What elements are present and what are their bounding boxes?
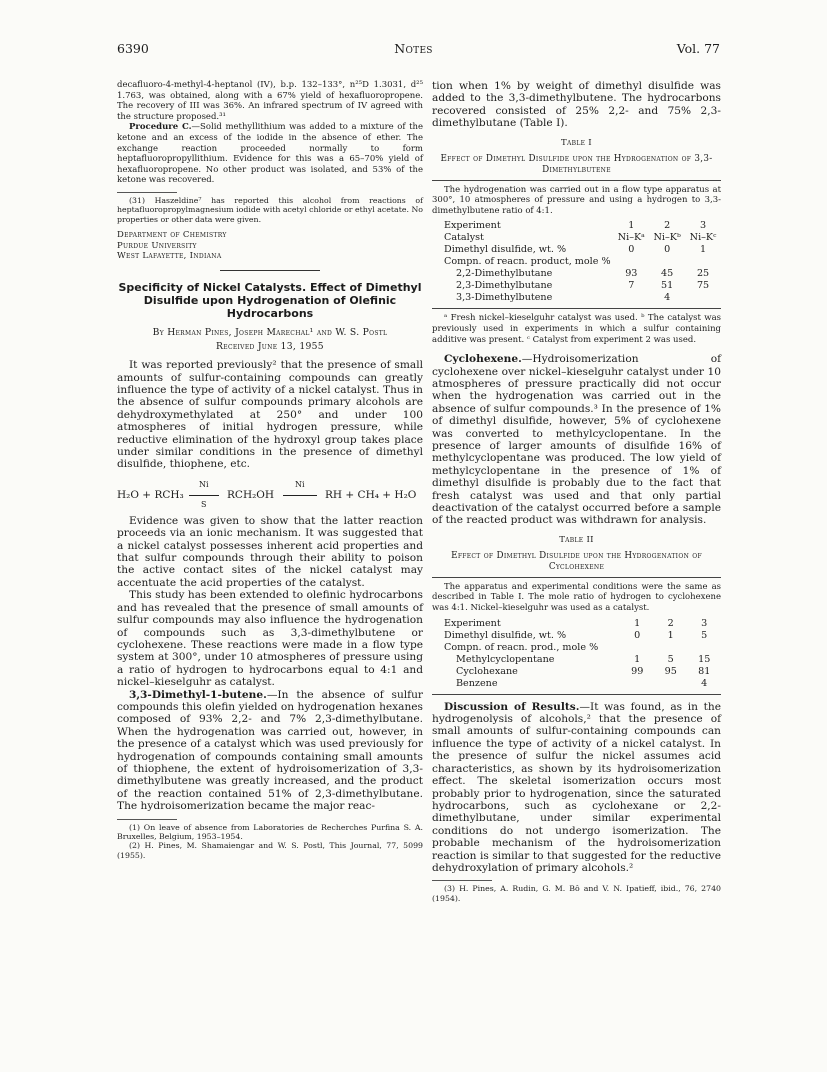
table-2-rule-top — [432, 577, 721, 578]
eq-sulfur: S — [201, 499, 207, 509]
paragraph-1: It was reported previously² that the presence of small amounts of sulfur-containing compounds can greatly influence the type of activity of a nickel catalyst. Thus in the absence of sulfur compounds primary alcohols are dehydroxymethylated at 250° and under 100 atmospheres of initial hydrogen pressure, while reductive elimination of the hydroxyl group takes place under similar conditions in the presence of dimethyl disulfide, thiophene, etc. — [117, 359, 423, 471]
table-cell — [685, 292, 721, 304]
paragraph-6-text: —It was found, as in the hydrogenolysis of alcohols,² that the presence of small amounts of sulfur-containing compounds can influence the type of activity of a nickel catalyst. In the presence of sulfur the nickel assumes acid characteristics, as shown by its hydroisomerization effect. The skeletal isomerization occurs most probably prior to hydrogenation, since the saturated hydrocarbons, such as cyclohexane or 2,2-dimethylbutane, under similar experimental conditions do not undergo isomerization. The probable mechanism of the hydroisomerization reaction is similar to that suggested for the reductive dehydroxylation of primary alcohols.² — [432, 700, 721, 874]
table-cell: 25 — [696, 268, 710, 280]
intro-text: decafluoro-4-methyl-4-heptanol (IV), b.p. 132–133°, n²⁵D 1.3031, d²⁵ 1.763, was obtained, along with a 67% yield of hexafluoropropene. The recovery of III was 36%. An infrared spectrum of IV agreed with the structure proposed.³¹ — [117, 80, 423, 122]
table-1-title: Effect of Dimethyl Disulfide upon the Hydrogenation of 3,3-Dimethylbutene — [440, 153, 713, 175]
procedure-c — [117, 122, 423, 186]
eq-intermediate: RCH₂OH — [227, 488, 275, 501]
table-cell: 1 — [699, 244, 707, 256]
table-1 — [444, 220, 721, 304]
table-cell: 3 — [699, 220, 707, 232]
table-2-label: Table II — [559, 534, 594, 545]
procedure-c-text: —Solid methyllithium was added to a mixture of the ketone and an excess of the iodide in the absence of ether. The exchange reaction proceeded normally to form heptafluoropropyllithium. Evidence for this was a 65–70% yield of hexafluoropropene. No other product was isolated, and 53% of the ketone was recovered. — [117, 122, 424, 186]
table-cell: Dimethyl disulfide, wt. % — [444, 629, 567, 641]
paragraph-5 — [432, 353, 721, 527]
authors: By Herman Pines, Joseph Marechal¹ and W. S. Postl — [152, 327, 388, 339]
table-cell: 3,3-Dimethylbutene — [456, 292, 553, 304]
table-row — [444, 244, 721, 256]
table-cell: 2 — [664, 220, 671, 232]
table-1-label: Table I — [561, 137, 592, 148]
table-cell: Dimethyl disulfide, wt. % — [444, 244, 567, 256]
table-cell: 93 — [625, 268, 638, 280]
paragraph-5-text: —Hydroisomerization of cyclohexene over nickel–kieselguhr catalyst under 10 atmospheres of pressure practically did not occur when the hydrogenation was carried out in the absence of sulfur compounds.³ In the presence of 1% of dimethyl disulfide, however, 5% of cyclohexene was converted to methylcyclopentane. In the presence of larger amounts of disulfide 16% of methylcyclopentane was produced. The low yield of methylcyclopentane in the presence of 1% of dimethyl disulfide is probably due to the fact that fresh catalyst was used and that only partial deactivation of the catalyst occurred before a sample of the reacted product was withdrawn for analysis. — [432, 353, 721, 527]
table-cell: 1 — [634, 617, 641, 629]
table-row — [444, 220, 721, 232]
table-cell: 0 — [634, 629, 641, 641]
eq-rhs: RH + CH₄ + H₂O — [325, 488, 417, 501]
table-cell: 5 — [667, 653, 674, 665]
running-header: Notes — [394, 41, 433, 56]
table-1-caption: The hydrogenation was carried out in a flow type apparatus at 300°, 10 atmospheres of pressure and using a hydrogen to 3,3-dimethylbutene ratio of 4:1. — [432, 184, 721, 216]
table-row — [444, 630, 721, 642]
table-cell: 1 — [628, 220, 635, 232]
table-row — [444, 256, 721, 268]
table-cell: Experiment — [444, 617, 501, 629]
table-1-rule-top — [432, 180, 721, 181]
table-row — [444, 666, 721, 678]
eq-arrow-2 — [283, 495, 317, 496]
eq-catalyst-2: Ni — [295, 479, 305, 489]
footnote-rule-3 — [432, 880, 492, 881]
table-cell — [654, 678, 688, 690]
table-cell: Cyclohexane — [456, 665, 518, 677]
table-1-rule-bottom — [432, 308, 721, 309]
table-row — [444, 292, 721, 304]
table-cell: Compn. of reacn. prod., mole % — [444, 641, 599, 653]
left-column — [117, 80, 423, 860]
paragraph-3: This study has been extended to olefinic hydrocarbons and has revealed that the presence of small amounts of sulfur compounds may also influence the hydrogenation of compounds such as 3,3-dimethylbutene or cyclohexene. These reactions were made in a flow type system at 300°, under 10 atmospheres of pressure using a ratio of hydrogen to hydrocarbons equal to 4:1 and nickel–kieselguhr as catalyst. — [117, 589, 423, 689]
affiliation-city: West Lafayette, Indiana — [117, 250, 222, 261]
table-row — [444, 268, 721, 280]
table-cell: 95 — [664, 665, 677, 677]
table-cell: Benzene — [456, 677, 498, 689]
table-row — [444, 232, 721, 244]
table-2-rule-bottom — [432, 694, 721, 695]
eq-arrow-1 — [189, 495, 219, 496]
paragraph-6-label: Discussion of Results. — [444, 700, 580, 713]
article-title: Specificity of Nickel Catalysts. Effect of Dimethyl Disulfide upon Hydrogenation of Olefinic Hydrocarbons — [118, 281, 422, 321]
affiliation — [117, 230, 423, 261]
table-cell: 5 — [701, 629, 708, 641]
procedure-c-label: Procedure C. — [129, 122, 192, 133]
table-cell: Ni–Kᵃ — [617, 232, 645, 244]
table-2-caption: The apparatus and experimental conditions were the same as described in Table I. The mole ratio of hydrogen to cyclohexene was 4:1. Nickel–kieselguhr was used as a catalyst. — [432, 581, 721, 614]
table-cell: 4 — [701, 677, 708, 689]
table-cell — [613, 292, 649, 304]
table-cell: 0 — [628, 244, 635, 256]
paragraph-2: Evidence was given to show that the latter reaction proceeds via an ionic mechanism. It was suggested that a nickel catalyst possesses inherent acid properties and that sulfur compounds through their ability to poison the active contact sites of the nickel catalyst may accentuate the acid properties of the catalyst. — [117, 514, 423, 589]
table-row — [444, 280, 721, 292]
received-date: Received June 13, 1955 — [216, 340, 324, 352]
table-cell: 1 — [634, 653, 641, 665]
table-cell: 99 — [631, 665, 644, 677]
table-cell: 75 — [696, 280, 710, 292]
table-cell: Catalyst — [444, 232, 484, 244]
table-row — [444, 642, 721, 654]
table-cell: 3 — [701, 617, 708, 629]
affiliation-dept: Department of Chemistry — [117, 230, 227, 241]
table-cell: 51 — [661, 280, 674, 292]
footnote-rule-2 — [117, 819, 177, 820]
footnote-1: (1) On leave of absence from Laboratories de Recherches Purfina S. A. Bruxelles, Belgium, 1953–1954. — [117, 822, 423, 841]
footnote-31: (31) Haszeldine⁷ has reported this alcohol from reactions of heptafluoropropylmagnesium iodide with acetyl chloride or ethyl acetate. No properties or other data were given. — [117, 195, 423, 224]
table-row — [444, 618, 721, 630]
reaction-equation — [117, 479, 423, 509]
right-column — [432, 80, 721, 903]
footnote-3: (3) H. Pines, A. Rudin, G. M. Bô and V. N. Ipatieff, ibid., 76, 2740 (1954). — [432, 884, 721, 903]
table-cell: 1 — [667, 629, 674, 641]
page-number: 6390 — [117, 41, 149, 56]
table-cell: 0 — [664, 244, 671, 256]
paragraph-4-text: —In the absence of sulfur compounds this olefin yielded on hydrogenation hexanes composed of 93% 2,2- and 7% 2,3-dimethylbutane. When the hydrogenation was carried out, however, in the presence of a catalyst which was used previously for hydrogenation of compounds containing small amounts of thiophene, the extent of hydroisomerization of 3,3-dimethylbutene was greatly increased, and the product of the reaction contained 51% of 2,3-dimethylbutane. The hydroisomerization became the major reac- — [117, 688, 423, 813]
table-cell: 45 — [661, 268, 674, 280]
table-cell: 7 — [628, 280, 635, 292]
table-cell: 15 — [698, 653, 711, 665]
paragraph-6 — [432, 701, 721, 875]
footnote-2: (2) H. Pines, M. Shamaiengar and W. S. Postl, This Journal, 77, 5099 (1955). — [117, 841, 423, 860]
table-2 — [444, 618, 721, 690]
paragraph-4 — [117, 689, 423, 813]
eq-catalyst-1: Ni — [199, 479, 209, 489]
table-2-title: Effect of Dimethyl Disulfide upon the Hydrogenation of Cyclohexene — [451, 550, 702, 572]
section-divider — [220, 270, 320, 271]
paragraph-5-label: Cyclohexene. — [444, 353, 522, 366]
volume-label: Vol. 77 — [676, 41, 720, 56]
table-1-footnote: ᵃ Fresh nickel–kieselguhr catalyst was used. ᵇ The catalyst was previously used in experiments in which a sulfur containing additive was present. ᶜ Catalyst from experiment 2 was used. — [432, 313, 721, 345]
affiliation-univ: Purdue University — [117, 240, 197, 251]
table-row — [444, 678, 721, 690]
table-cell: Ni–Kᵇ — [653, 232, 681, 244]
table-cell: Experiment — [444, 220, 501, 232]
paragraph-4-label: 3,3-Dimethyl-1-butene. — [129, 688, 267, 701]
table-cell: 2,2-Dimethylbutane — [456, 268, 553, 280]
table-cell: 4 — [664, 292, 671, 304]
table-cell: 2,3-Dimethylbutane — [456, 280, 553, 292]
table-cell: 2 — [667, 617, 674, 629]
table-cell: Compn. of reacn. product, mole % — [444, 256, 611, 268]
footnote-rule — [117, 192, 177, 193]
paragraph-continued: tion when 1% by weight of dimethyl disulfide was added to the 3,3-dimethylbutene. The hydrocarbons recovered consisted of 25% 2,2- and 75% 2,3-dimethylbutane (Table I). — [432, 80, 721, 130]
table-cell: Methylcyclopentane — [456, 653, 555, 665]
eq-lhs: H₂O + RCH₃ — [117, 488, 184, 501]
table-cell — [620, 678, 654, 690]
table-cell: Ni–Kᶜ — [689, 232, 717, 244]
table-row — [444, 654, 721, 666]
table-cell: 81 — [698, 665, 711, 677]
